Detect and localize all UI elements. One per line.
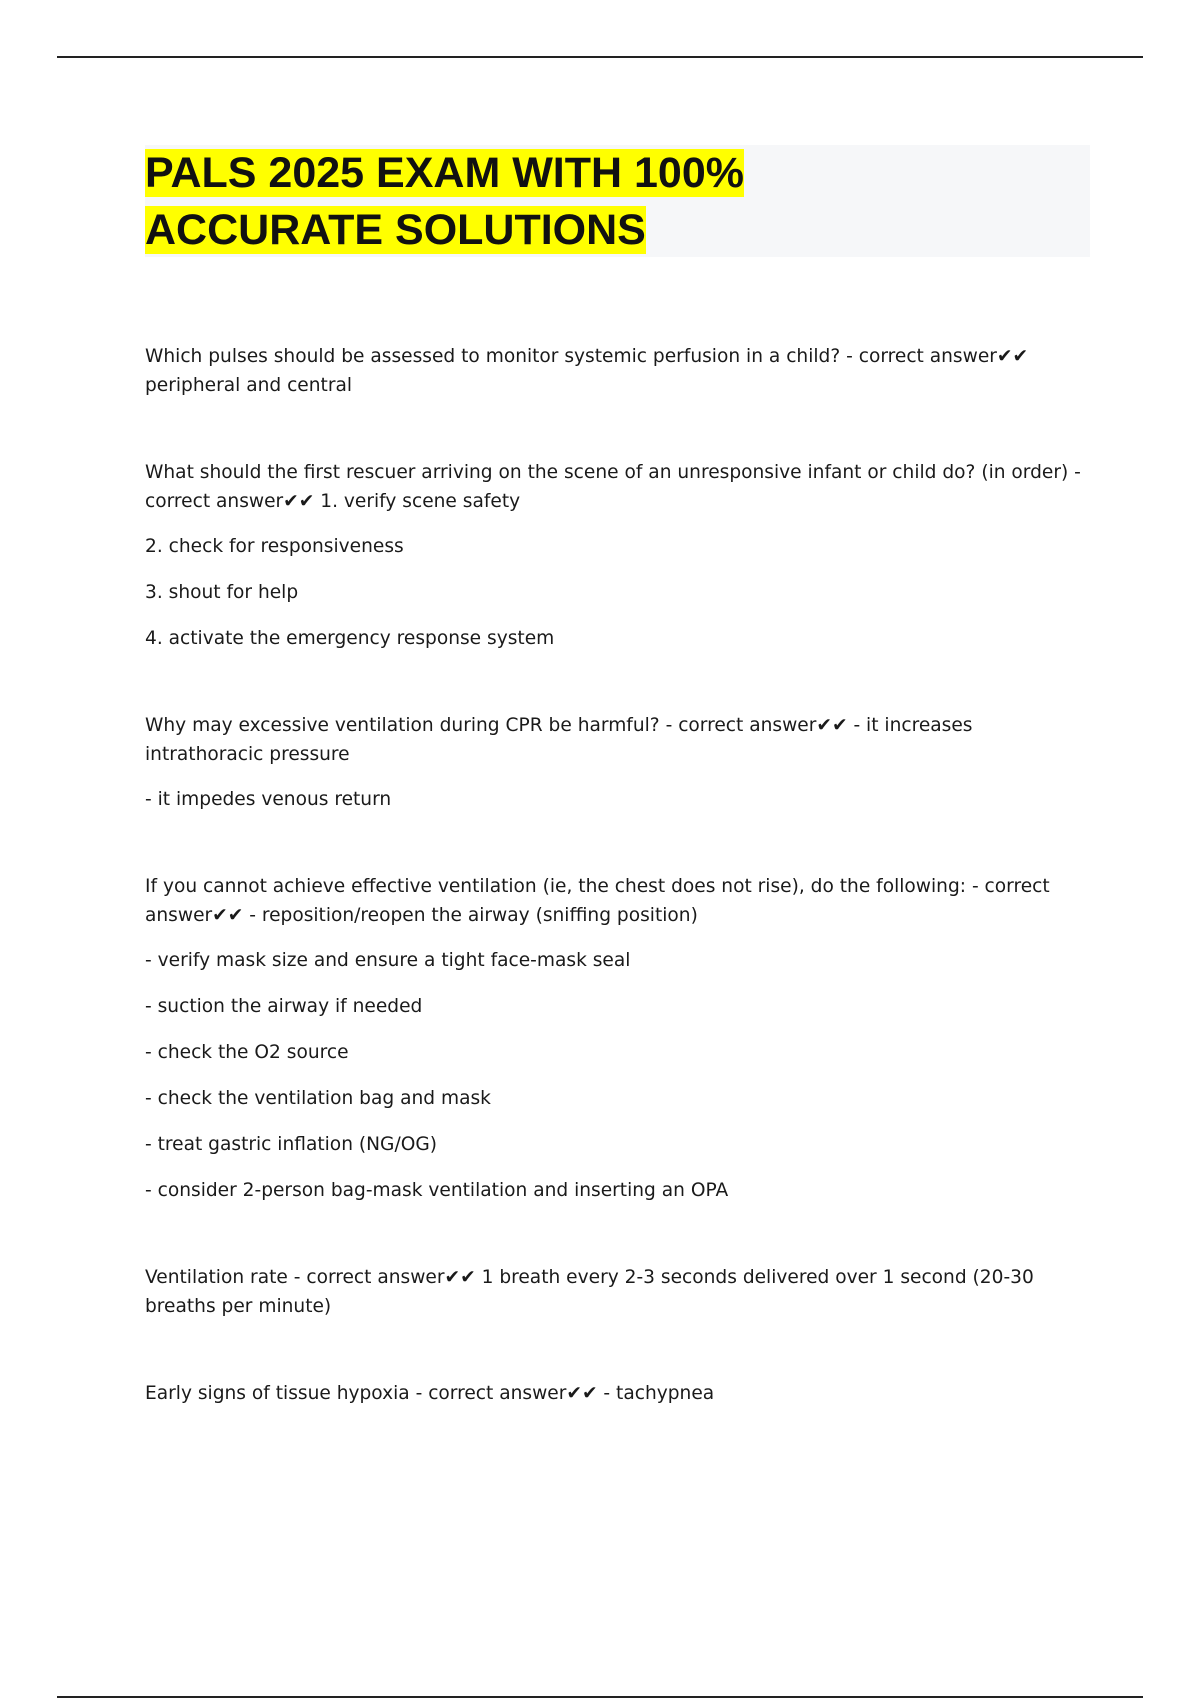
top-rule <box>57 56 1143 58</box>
qa-paragraph: - verify mask size and ensure a tight face-mask seal <box>145 950 631 971</box>
qa-paragraph: Why may excessive ventilation during CPR be harmful? - correct answer✔✔ - it increases intrathoracic pressure <box>145 715 973 765</box>
qa-item <box>145 342 1090 400</box>
qa-paragraph: If you cannot achieve effective ventilation (ie, the chest does not rise), do the following: - correct answer✔✔ - reposition/reopen the airway (sniffing position) <box>145 876 1050 926</box>
qa-paragraph: What should the first rescuer arriving on the scene of an unresponsive infant or child do? (in order) - correct answer✔✔ 1. verify scene safety <box>145 462 1081 512</box>
qa-paragraph: Early signs of tissue hypoxia - correct answer✔✔ - tachypnea <box>145 1383 715 1404</box>
qa-paragraph: - check the ventilation bag and mask <box>145 1088 491 1109</box>
qa-paragraph: Which pulses should be assessed to monitor systemic perfusion in a child? - correct answer✔✔ peripheral and central <box>145 346 1029 396</box>
qa-paragraph: - check the O2 source <box>145 1042 349 1063</box>
qa-paragraph: - it impedes venous return <box>145 789 392 810</box>
qa-paragraph: 3. shout for help <box>145 582 299 603</box>
qa-paragraph: - consider 2-person bag-mask ventilation and inserting an OPA <box>145 1180 729 1201</box>
qa-item <box>145 458 1090 653</box>
document-body <box>145 145 1090 1466</box>
title-line-2: ACCURATE SOLUTIONS <box>145 206 646 254</box>
qa-paragraph: 2. check for responsiveness <box>145 536 404 557</box>
title-line-1: PALS 2025 EXAM WITH 100% <box>145 149 744 197</box>
qa-item <box>145 1263 1090 1321</box>
bottom-rule <box>57 1696 1143 1698</box>
qa-item <box>145 711 1090 814</box>
title-block <box>145 145 1090 257</box>
qa-paragraph: Ventilation rate - correct answer✔✔ 1 breath every 2-3 seconds delivered over 1 second (20-30 breaths per minute) <box>145 1267 1034 1317</box>
qa-paragraph: - suction the airway if needed <box>145 996 423 1017</box>
qa-paragraph: - treat gastric inflation (NG/OG) <box>145 1134 438 1155</box>
document-title <box>145 145 1090 259</box>
qa-item <box>145 872 1090 1205</box>
qa-item <box>145 1379 1090 1408</box>
qa-paragraph: 4. activate the emergency response system <box>145 628 555 649</box>
qa-list <box>145 342 1090 1408</box>
